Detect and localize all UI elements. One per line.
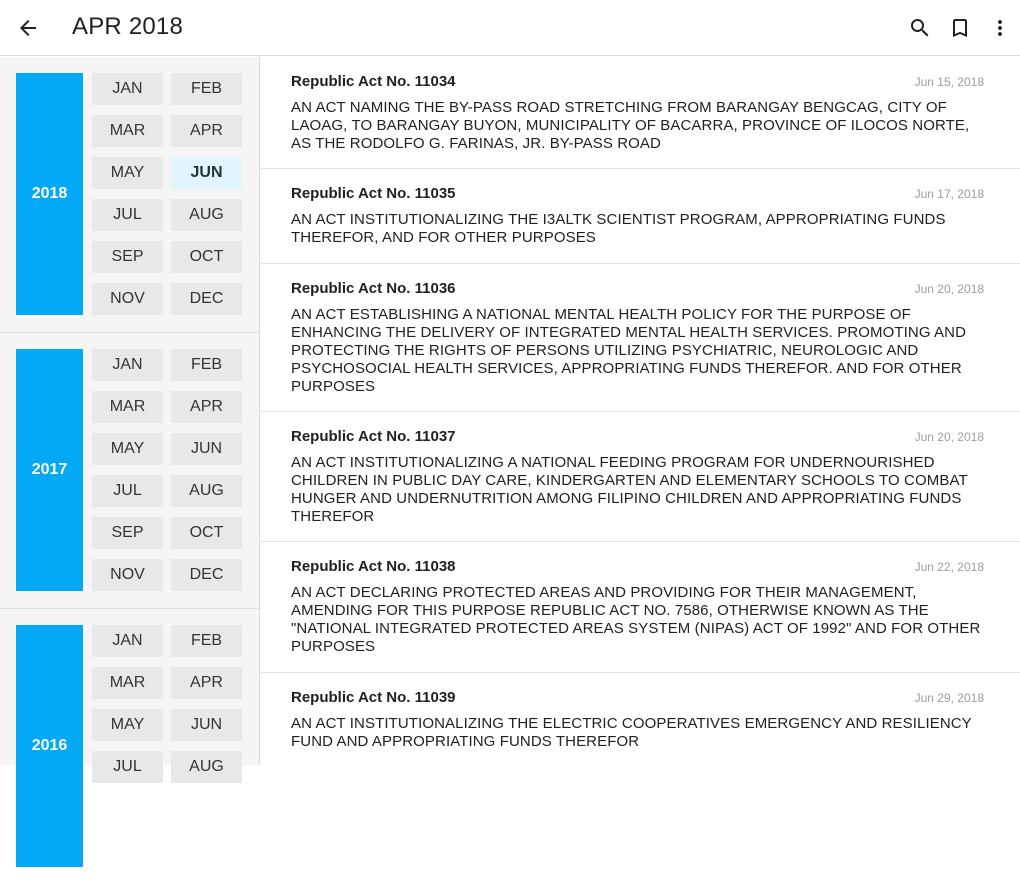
act-list-item[interactable] — [261, 264, 1020, 412]
month-button[interactable]: OCT — [171, 517, 242, 549]
year-label[interactable]: 2016 — [16, 625, 83, 867]
more-vert-icon[interactable] — [982, 10, 1018, 46]
month-button[interactable]: FEB — [171, 349, 242, 381]
month-button[interactable]: NOV — [92, 283, 163, 315]
month-button[interactable]: MAY — [92, 157, 163, 189]
act-number: Republic Act No. 11038 — [291, 558, 456, 575]
month-button[interactable]: JAN — [92, 349, 163, 381]
year-block-2018 — [0, 57, 259, 333]
act-list-item[interactable] — [261, 169, 1020, 264]
month-button[interactable]: SEP — [92, 517, 163, 549]
act-date: Jun 20, 2018 — [914, 430, 984, 444]
year-label[interactable]: 2018 — [16, 73, 83, 315]
act-number: Republic Act No. 11035 — [291, 185, 456, 202]
search-icon[interactable] — [902, 10, 938, 46]
act-date: Jun 15, 2018 — [914, 75, 984, 89]
month-button[interactable]: AUG — [171, 199, 242, 231]
month-button[interactable]: AUG — [171, 475, 242, 507]
act-number: Republic Act No. 11034 — [291, 73, 456, 90]
bookmark-icon[interactable] — [942, 10, 978, 46]
month-button[interactable]: DEC — [171, 283, 242, 315]
month-button[interactable]: JUL — [92, 199, 163, 231]
month-button[interactable]: MAR — [92, 667, 163, 699]
act-title: AN ACT INSTITUTIONALIZING THE I3ALTK SCIENTIST PROGRAM, APPROPRIATING FUNDS THEREFOR, AND FOR OTHER PURPOSES — [291, 211, 946, 246]
month-button[interactable]: APR — [171, 115, 242, 147]
month-button[interactable]: JUL — [92, 751, 163, 783]
month-picker-sidebar — [0, 57, 260, 775]
month-button[interactable]: JUL — [92, 475, 163, 507]
month-button[interactable]: AUG — [171, 751, 242, 783]
arrow-back-icon[interactable] — [10, 10, 46, 46]
act-date: Jun 29, 2018 — [914, 691, 984, 705]
act-list-item[interactable] — [261, 673, 1020, 783]
act-number: Republic Act No. 11039 — [291, 689, 456, 706]
act-date: Jun 17, 2018 — [914, 187, 984, 201]
month-button[interactable]: MAY — [92, 433, 163, 465]
act-title: AN ACT INSTITUTIONALIZING A NATIONAL FEEDING PROGRAM FOR UNDERNOURISHED CHILDREN IN PUBLIC DAY CARE, KINDERGARTEN AND ELEMENTARY SCHOOLS TO COMBAT HUNGER AND UNDERNUTRITION AMONG FILIPINO CHILDREN AND APPROPRIATING FUNDS THEREFOR — [291, 454, 968, 525]
month-button[interactable]: FEB — [171, 625, 242, 657]
month-button[interactable]: SEP — [92, 241, 163, 273]
month-button[interactable]: JUN — [171, 709, 242, 741]
month-button[interactable]: JAN — [92, 625, 163, 657]
act-list-item[interactable] — [261, 412, 1020, 542]
act-date: Jun 20, 2018 — [914, 282, 984, 296]
act-title: AN ACT ESTABLISHING A NATIONAL MENTAL HEALTH POLICY FOR THE PURPOSE OF ENHANCING THE DELIVERY OF INTEGRATED MENTAL HEALTH SERVICES. PROMOTING AND PROTECTING THE RIGHTS OF PERSONS UTILIZING PSYCHIATRIC, NEUROLOGIC AND PSYCHOSOCIAL HEALTH SERVICES, APPROPRIATING FUNDS THEREFOR. AND FOR OTHER PURPOSES — [291, 306, 967, 395]
year-label[interactable]: 2017 — [16, 349, 83, 591]
month-button[interactable]: APR — [171, 391, 242, 423]
app-bar — [0, 0, 1020, 56]
year-block-2016 — [0, 609, 259, 885]
year-block-2017 — [0, 333, 259, 609]
month-button[interactable]: JAN — [92, 73, 163, 105]
act-title: AN ACT NAMING THE BY-PASS ROAD STRETCHING FROM BARANGAY BENGCAG, CITY OF LAOAG, TO BARANGAY BUYON, MUNICIPALITY OF BACARRA, PROVINCE OF ILOCOS NORTE, AS THE RODOLFO G. FARINAS, JR. BY-PASS ROAD — [291, 99, 970, 152]
month-button[interactable]: FEB — [171, 73, 242, 105]
act-title: AN ACT INSTITUTIONALIZING THE ELECTRIC COOPERATIVES EMERGENCY AND RESILIENCY FUND AND APPROPRIATING FUNDS THEREFOR — [291, 715, 972, 750]
month-button[interactable]: APR — [171, 667, 242, 699]
republic-acts-list — [261, 57, 1020, 765]
month-button-selected[interactable]: JUN — [171, 157, 242, 189]
month-button[interactable]: MAY — [92, 709, 163, 741]
page-title: APR 2018 — [72, 13, 184, 40]
act-number: Republic Act No. 11037 — [291, 428, 456, 445]
act-number: Republic Act No. 11036 — [291, 280, 456, 297]
act-list-item[interactable] — [261, 542, 1020, 673]
act-list-item[interactable] — [261, 57, 1020, 169]
month-button[interactable]: JUN — [171, 433, 242, 465]
month-button[interactable]: MAR — [92, 391, 163, 423]
month-button[interactable]: OCT — [171, 241, 242, 273]
month-button[interactable]: MAR — [92, 115, 163, 147]
act-title: AN ACT DECLARING PROTECTED AREAS AND PROVIDING FOR THEIR MANAGEMENT, AMENDING FOR THIS PURPOSE REPUBLIC ACT NO. 7586, OTHERWISE KNOWN AS THE "NATIONAL INTEGRATED PROTECTED AREAS SYSTEM (NIPAS) ACT OF 1992" AND FOR OTHER PURPOSES — [291, 584, 981, 655]
month-button[interactable]: NOV — [92, 559, 163, 591]
act-date: Jun 22, 2018 — [914, 560, 984, 574]
month-button[interactable]: DEC — [171, 559, 242, 591]
